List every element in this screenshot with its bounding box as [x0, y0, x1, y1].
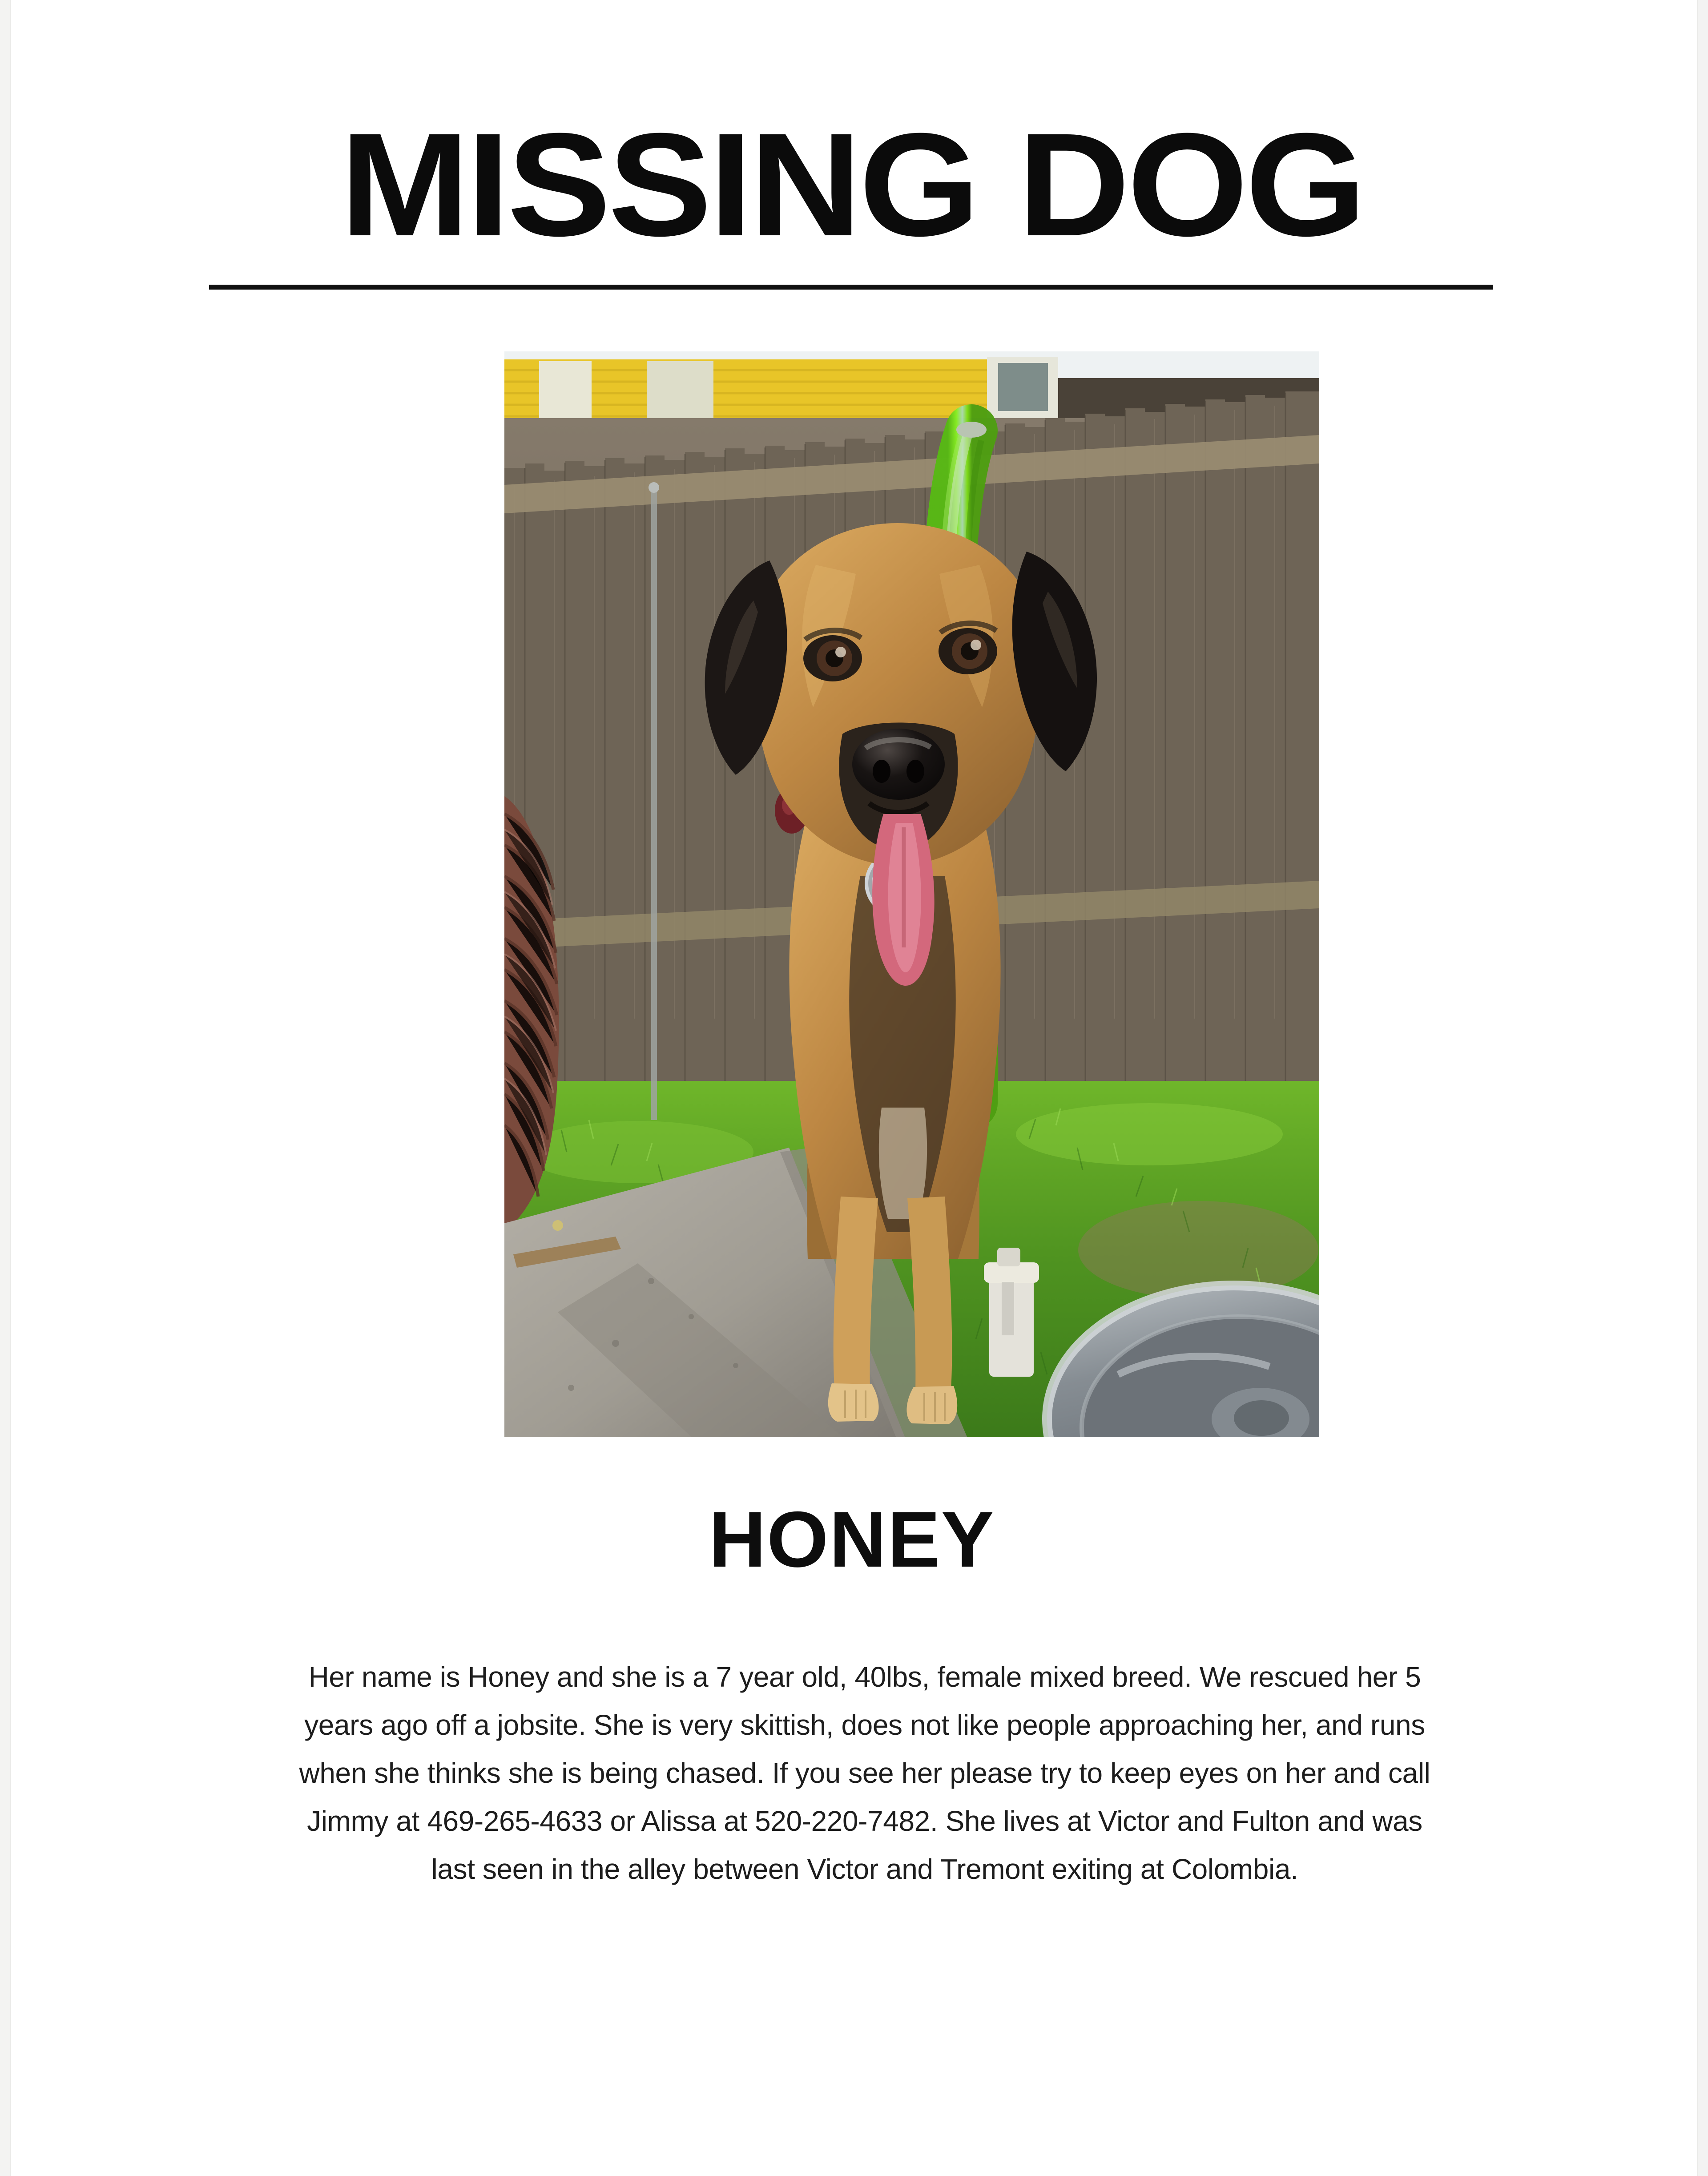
description-line: last seen in the alley between Victor and Tremont exiting at Colombia. [431, 1853, 1298, 1885]
pvc-pipe [984, 1248, 1039, 1377]
dog-name-heading: HONEY [709, 1495, 995, 1584]
description-line: years ago off a jobsite. She is very skittish, does not like people approaching her, and runs [304, 1709, 1425, 1741]
description-line: Jimmy at 469-265-4633 or Alissa at 520-220-7482. She lives at Victor and Fulton and was [307, 1805, 1422, 1837]
poster-description [220, 1653, 1510, 1893]
title-underline-rule [209, 285, 1493, 290]
description-line: Her name is Honey and she is a 7 year old, 40lbs, female mixed breed. We rescued her 5 [308, 1661, 1421, 1693]
poster-title-container [209, 102, 1494, 266]
poster-page [11, 0, 1697, 2176]
description-line: when she thinks she is being chased. If you see her please try to keep eyes on her and call [299, 1757, 1430, 1789]
page-title: MISSING DOG [340, 102, 1364, 266]
dog-photo [504, 351, 1319, 1437]
